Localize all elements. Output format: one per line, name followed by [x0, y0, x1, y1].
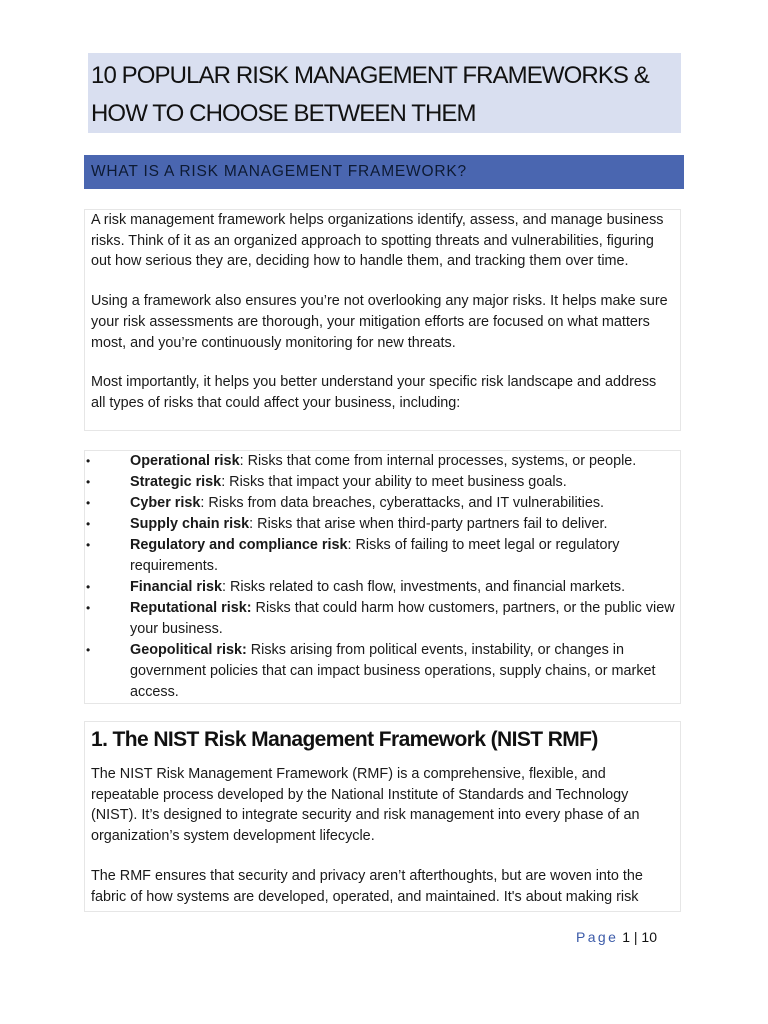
bullet-icon: •: [86, 580, 91, 594]
risk-term: Operational risk: [130, 453, 240, 469]
risk-term: Reputational risk:: [130, 600, 252, 616]
bullet-icon: •: [86, 538, 91, 552]
bullet-icon: •: [86, 475, 91, 489]
document-title: [91, 57, 677, 133]
bullet-icon: •: [86, 601, 91, 615]
bullet-icon: •: [86, 454, 91, 468]
risk-term-separator: :: [221, 579, 226, 595]
page-number: [576, 927, 657, 947]
risk-term-separator: :: [249, 516, 254, 532]
document-title-line-1: 10 POPULAR RISK MANAGEMENT FRAMEWORKS &: [91, 62, 649, 89]
nist-paragraph-2: The RMF ensures that security and privacy aren’t afterthoughts, but are woven into the fabric of how systems are developed, operated, and maintained. It's about making risk: [91, 867, 643, 905]
intro-paragraph-3: Most importantly, it helps you better understand your specific risk landscape and address all types of risks that could affect your business, including:: [91, 374, 657, 411]
risk-types-list: [85, 451, 680, 703]
risk-term: Supply chain risk: [130, 516, 250, 532]
list-item: [85, 451, 680, 472]
section-heading-bar: [84, 155, 684, 189]
list-item: [85, 577, 680, 598]
nist-paragraph-1: The NIST Risk Management Framework (RMF) is a comprehensive, flexible, and repeatable process developed by the National Institute of Standards and Technology (NIST). It’s designed to integrate security and risk management into every phase of an organization’s system development lifecycle.: [91, 766, 640, 845]
risk-description: Risks of failing to meet legal or regulatory requirements.: [130, 537, 620, 574]
list-item: [85, 640, 680, 703]
nist-heading: 1. The NIST Risk Management Framework (NIST RMF): [91, 728, 598, 751]
risk-term: Financial risk: [130, 579, 222, 595]
risk-term-separator: :: [221, 474, 226, 490]
bullet-icon: •: [86, 517, 91, 531]
bullet-icon: •: [86, 643, 91, 657]
page-label: Page: [576, 929, 619, 945]
risk-term: Cyber risk: [130, 495, 201, 511]
risk-types-list-box: [84, 450, 681, 704]
risk-description: Risks from data breaches, cyberattacks, and IT vulnerabilities.: [204, 495, 605, 511]
risk-description: Risks that could harm how customers, partners, or the public view your business.: [130, 600, 675, 637]
risk-description: Risks that come from internal processes, systems, or people.: [243, 453, 637, 469]
risk-term: Geopolitical risk:: [130, 642, 247, 658]
section-heading: WHAT IS A RISK MANAGEMENT FRAMEWORK?: [91, 163, 467, 180]
document-title-line-2: HOW TO CHOOSE BETWEEN THEM: [91, 100, 476, 127]
page-total: 10: [641, 929, 657, 945]
intro-paragraph-2: Using a framework also ensures you’re not overlooking any major risks. It helps make sure your risk assessments are thorough, your mitigation efforts are focused on what matters most, and you’re continuously monitoring for new threats.: [91, 293, 668, 351]
intro-paragraph-1: A risk management framework helps organizations identify, assess, and manage business risks. Think of it as an organized approach to spotting threats and vulnerabilities, figuring out how serious they are, deciding how to handle them, and tracking them over time.: [91, 212, 664, 270]
document-title-box: [88, 53, 681, 133]
list-item: [85, 472, 680, 493]
page-separator: |: [633, 929, 638, 945]
list-item: [85, 493, 680, 514]
risk-term-separator: :: [239, 453, 244, 469]
list-item: [85, 535, 680, 577]
list-item: [85, 598, 680, 640]
risk-description: Risks that arise when third-party partners fail to deliver.: [253, 516, 608, 532]
risk-term: Regulatory and compliance risk: [130, 537, 348, 553]
risk-description: Risks related to cash flow, investments, and financial markets.: [225, 579, 626, 595]
page-current: 1: [622, 929, 630, 945]
intro-text-box: [84, 209, 681, 431]
risk-description: Risks arising from political events, instability, or changes in government policies that can impact business operations, supply chains, or market access.: [130, 642, 656, 700]
list-item: [85, 514, 680, 535]
bullet-icon: •: [86, 496, 91, 510]
risk-description: Risks that impact your ability to meet business goals.: [225, 474, 567, 490]
risk-term-separator: :: [200, 495, 205, 511]
nist-section-box: [84, 721, 681, 912]
risk-term: Strategic risk: [130, 474, 222, 490]
risk-term-separator: :: [347, 537, 352, 553]
